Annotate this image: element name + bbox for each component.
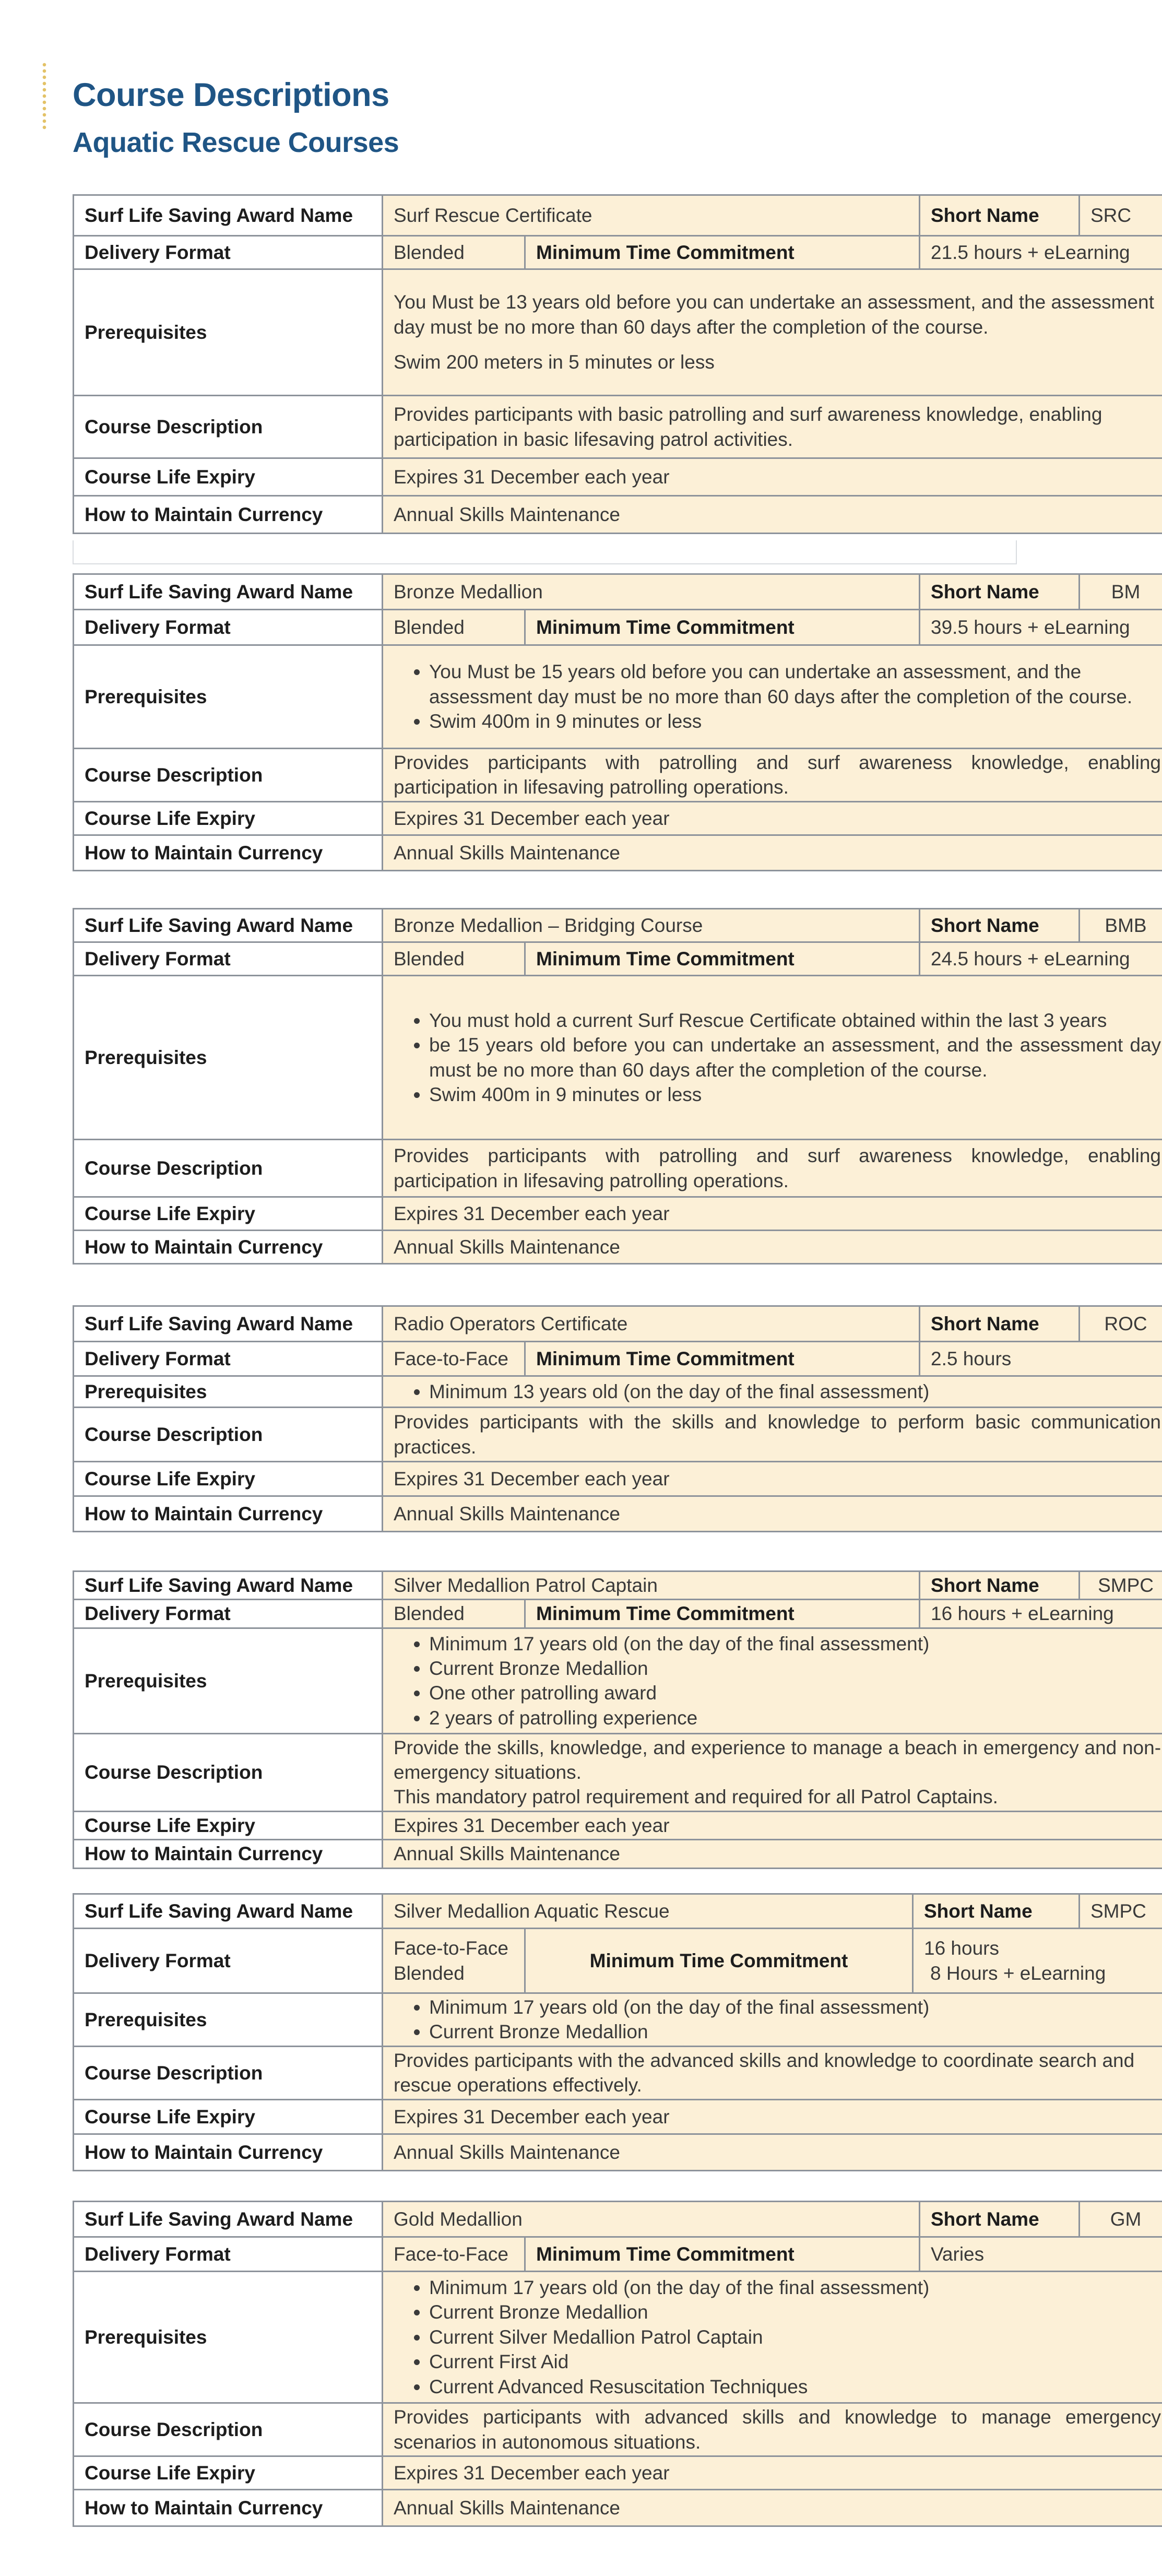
currency-value: Annual Skills Maintenance	[383, 1231, 1162, 1264]
expiry-value: Expires 31 December each year	[383, 1811, 1162, 1839]
delivery-format-label: Delivery Format	[74, 2237, 383, 2272]
description-value: Provides participants with advanced skills and knowledge to manage emergency scenarios in autonomous situations.	[383, 2403, 1162, 2456]
min-time-line: 16 hours	[924, 1937, 999, 1959]
prerequisites-value	[383, 2272, 1162, 2403]
short-name-label: Short Name	[920, 195, 1080, 236]
prereq-bullet: • Current Advanced Resuscitation Techniques	[429, 2374, 1161, 2399]
prerequisites-value	[383, 1376, 1162, 1408]
currency-label: How to Maintain Currency	[74, 496, 383, 534]
prereq-bullet: • be 15 years old before you can undertake an assessment, and the assessment day must be no more than 60 days after the completion of the course.	[429, 1033, 1161, 1082]
short-name-label: Short Name	[913, 1894, 1080, 1929]
min-time-line: 8 Hours + eLearning	[930, 1962, 1106, 1984]
prerequisites-value	[383, 645, 1162, 749]
prereq-bullet: • Minimum 17 years old (on the day of the final assessment)	[429, 2275, 1161, 2300]
short-name-label: Short Name	[920, 1306, 1080, 1342]
short-name-value: BMB	[1080, 909, 1162, 942]
short-name-value: BM	[1080, 574, 1162, 610]
description-value	[383, 1733, 1162, 1811]
delivery-format-label: Delivery Format	[74, 610, 383, 645]
min-time-value: 39.5 hours + eLearning	[920, 610, 1162, 645]
currency-value: Annual Skills Maintenance	[383, 496, 1162, 534]
delivery-format-value: Face-to-Face	[383, 2237, 525, 2272]
description-label: Course Description	[74, 749, 383, 802]
prerequisites-label: Prerequisites	[74, 2272, 383, 2403]
prerequisites-label: Prerequisites	[74, 645, 383, 749]
delivery-format-label: Delivery Format	[74, 1342, 383, 1376]
prerequisites-label: Prerequisites	[74, 976, 383, 1140]
min-time-label: Minimum Time Commitment	[525, 1929, 913, 1993]
award-name-value: Surf Rescue Certificate	[383, 195, 920, 236]
award-name-label: Surf Life Saving Award Name	[74, 1894, 383, 1929]
expiry-label: Course Life Expiry	[74, 1462, 383, 1496]
short-name-value: SMPC	[1080, 1571, 1162, 1600]
course-table-roc	[73, 1305, 1162, 1532]
prereq-bullet: • You Must be 15 years old before you can undertake an assessment, and the assessment day must be no more than 60 days after the completion of the course.	[429, 659, 1161, 709]
currency-label: How to Maintain Currency	[74, 1231, 383, 1264]
expiry-value: Expires 31 December each year	[383, 1197, 1162, 1231]
currency-label: How to Maintain Currency	[74, 835, 383, 870]
prerequisites-label: Prerequisites	[74, 1376, 383, 1408]
prerequisites-label: Prerequisites	[74, 269, 383, 396]
course-table-bmb	[73, 908, 1162, 1265]
expiry-value: Expires 31 December each year	[383, 2456, 1162, 2490]
award-name-value: Gold Medallion	[383, 2202, 920, 2237]
prereq-bullet: • Minimum 17 years old (on the day of the final assessment)	[429, 1995, 1161, 2019]
min-time-value: Varies	[920, 2237, 1162, 2272]
delivery-format-line: Blended	[394, 1962, 465, 1984]
course-table-src	[73, 194, 1162, 534]
expiry-value: Expires 31 December each year	[383, 1462, 1162, 1496]
prerequisites-label: Prerequisites	[74, 1993, 383, 2047]
min-time-label: Minimum Time Commitment	[525, 236, 920, 269]
description-label: Course Description	[74, 396, 383, 458]
min-time-label: Minimum Time Commitment	[525, 2237, 920, 2272]
short-name-label: Short Name	[920, 909, 1080, 942]
currency-label: How to Maintain Currency	[74, 1840, 383, 1868]
award-name-label: Surf Life Saving Award Name	[74, 1571, 383, 1600]
short-name-value: SRC	[1080, 195, 1162, 236]
award-name-label: Surf Life Saving Award Name	[74, 1306, 383, 1342]
min-time-label: Minimum Time Commitment	[525, 1342, 920, 1376]
prerequisites-label: Prerequisites	[74, 1628, 383, 1733]
min-time-value: 21.5 hours + eLearning	[920, 236, 1162, 269]
course-table-bm	[73, 573, 1162, 871]
award-name-value: Bronze Medallion	[383, 574, 920, 610]
description-value: Provides participants with patrolling and surf awareness knowledge, enabling participation in lifesaving patrolling operations.	[383, 1140, 1162, 1197]
expiry-label: Course Life Expiry	[74, 2456, 383, 2490]
delivery-format-value: Blended	[383, 236, 525, 269]
award-name-value: Bronze Medallion – Bridging Course	[383, 909, 920, 942]
prereq-bullet: • Current Silver Medallion Patrol Captain	[429, 2325, 1161, 2349]
prereq-paragraph: Swim 200 meters in 5 minutes or less	[394, 351, 715, 373]
prereq-bullet: • You must hold a current Surf Rescue Certificate obtained within the last 3 years	[429, 1008, 1161, 1033]
award-name-label: Surf Life Saving Award Name	[74, 909, 383, 942]
prereq-bullet: • Current First Aid	[429, 2349, 1161, 2374]
award-name-label: Surf Life Saving Award Name	[74, 574, 383, 610]
short-name-label: Short Name	[920, 574, 1080, 610]
delivery-format-label: Delivery Format	[74, 1929, 383, 1993]
description-text: Provide the skills, knowledge, and experience to manage a beach in emergency and non-emergency situations.	[394, 1736, 1161, 1783]
prereq-bullet: • 2 years of patrolling experience	[429, 1706, 1161, 1730]
delivery-format-label: Delivery Format	[74, 236, 383, 269]
prerequisites-value	[383, 269, 1162, 396]
description-label: Course Description	[74, 2403, 383, 2456]
delivery-format-value: Blended	[383, 610, 525, 645]
currency-label: How to Maintain Currency	[74, 2134, 383, 2170]
award-name-label: Surf Life Saving Award Name	[74, 2202, 383, 2237]
currency-value: Annual Skills Maintenance	[383, 835, 1162, 870]
course-table-gm	[73, 2201, 1162, 2527]
min-time-value: 16 hours + eLearning	[920, 1600, 1162, 1628]
description-label: Course Description	[74, 1140, 383, 1197]
award-name-value: Silver Medallion Aquatic Rescue	[383, 1894, 913, 1929]
section-title: Aquatic Rescue Courses	[73, 127, 399, 158]
delivery-format-value	[383, 1929, 525, 1993]
prereq-bullet: • Current Bronze Medallion	[429, 1656, 1161, 1681]
currency-label: How to Maintain Currency	[74, 2490, 383, 2526]
expiry-label: Course Life Expiry	[74, 2099, 383, 2134]
expiry-value: Expires 31 December each year	[383, 458, 1162, 496]
expiry-label: Course Life Expiry	[74, 801, 383, 835]
delivery-format-value: Face-to-Face	[383, 1342, 525, 1376]
description-value: Provides participants with the advanced skills and knowledge to coordinate search and rescue operations effectively.	[383, 2046, 1162, 2099]
currency-value: Annual Skills Maintenance	[383, 1496, 1162, 1532]
prereq-bullet: • Swim 400m in 9 minutes or less	[429, 1082, 1161, 1107]
short-name-value: ROC	[1080, 1306, 1162, 1342]
delivery-format-label: Delivery Format	[74, 1600, 383, 1628]
min-time-value: 2.5 hours	[920, 1342, 1162, 1376]
currency-value: Annual Skills Maintenance	[383, 1840, 1162, 1868]
min-time-value: 24.5 hours + eLearning	[920, 942, 1162, 976]
decorative-dots	[42, 62, 46, 131]
prereq-paragraph: You Must be 13 years old before you can undertake an assessment, and the assessment day must be no more than 60 days after the completion of the course.	[394, 291, 1154, 338]
currency-value: Annual Skills Maintenance	[383, 2490, 1162, 2526]
expiry-value: Expires 31 December each year	[383, 801, 1162, 835]
min-time-label: Minimum Time Commitment	[525, 610, 920, 645]
page-title: Course Descriptions	[73, 77, 389, 113]
award-name-label: Surf Life Saving Award Name	[74, 195, 383, 236]
short-name-value: GM	[1080, 2202, 1162, 2237]
description-text-2: This mandatory patrol requirement and required for all Patrol Captains.	[394, 1786, 998, 1808]
award-name-value: Radio Operators Certificate	[383, 1306, 920, 1342]
prerequisites-value	[383, 976, 1162, 1140]
currency-value: Annual Skills Maintenance	[383, 2134, 1162, 2170]
min-time-label: Minimum Time Commitment	[525, 1600, 920, 1628]
prerequisites-value	[383, 1628, 1162, 1733]
prereq-bullet: • Current Bronze Medallion	[429, 2019, 1161, 2044]
description-value: Provides participants with basic patrolling and surf awareness knowledge, enabling participation in basic lifesaving patrol activities.	[383, 396, 1162, 458]
course-table-smar	[73, 1893, 1162, 2171]
delivery-format-value: Blended	[383, 1600, 525, 1628]
prereq-bullet: • Minimum 13 years old (on the day of the final assessment)	[429, 1379, 1161, 1404]
prereq-bullet: • Current Bronze Medallion	[429, 2300, 1161, 2324]
prereq-bullet: • One other patrolling award	[429, 1681, 1161, 1705]
prereq-bullet: • Swim 400m in 9 minutes or less	[429, 709, 1161, 734]
short-name-label: Short Name	[920, 1571, 1080, 1600]
description-label: Course Description	[74, 1733, 383, 1811]
currency-label: How to Maintain Currency	[74, 1496, 383, 1532]
delivery-format-value: Blended	[383, 942, 525, 976]
award-name-value: Silver Medallion Patrol Captain	[383, 1571, 920, 1600]
min-time-value	[913, 1929, 1162, 1993]
description-value: Provides participants with patrolling and surf awareness knowledge, enabling participation in lifesaving patrolling operations.	[383, 749, 1162, 802]
expiry-value: Expires 31 December each year	[383, 2099, 1162, 2134]
prerequisites-value	[383, 1993, 1162, 2047]
expiry-label: Course Life Expiry	[74, 1811, 383, 1839]
prereq-bullet: • Minimum 17 years old (on the day of the final assessment)	[429, 1632, 1161, 1656]
expiry-label: Course Life Expiry	[74, 458, 383, 496]
short-name-value: SMPC	[1080, 1894, 1162, 1929]
description-label: Course Description	[74, 1408, 383, 1462]
min-time-label: Minimum Time Commitment	[525, 942, 920, 976]
short-name-label: Short Name	[920, 2202, 1080, 2237]
expiry-label: Course Life Expiry	[74, 1197, 383, 1231]
table-divider-strip	[73, 540, 1017, 564]
description-value: Provides participants with the skills and knowledge to perform basic communication practices.	[383, 1408, 1162, 1462]
course-table-smpc	[73, 1570, 1162, 1869]
delivery-format-label: Delivery Format	[74, 942, 383, 976]
description-label: Course Description	[74, 2046, 383, 2099]
delivery-format-line: Face-to-Face	[394, 1937, 509, 1959]
